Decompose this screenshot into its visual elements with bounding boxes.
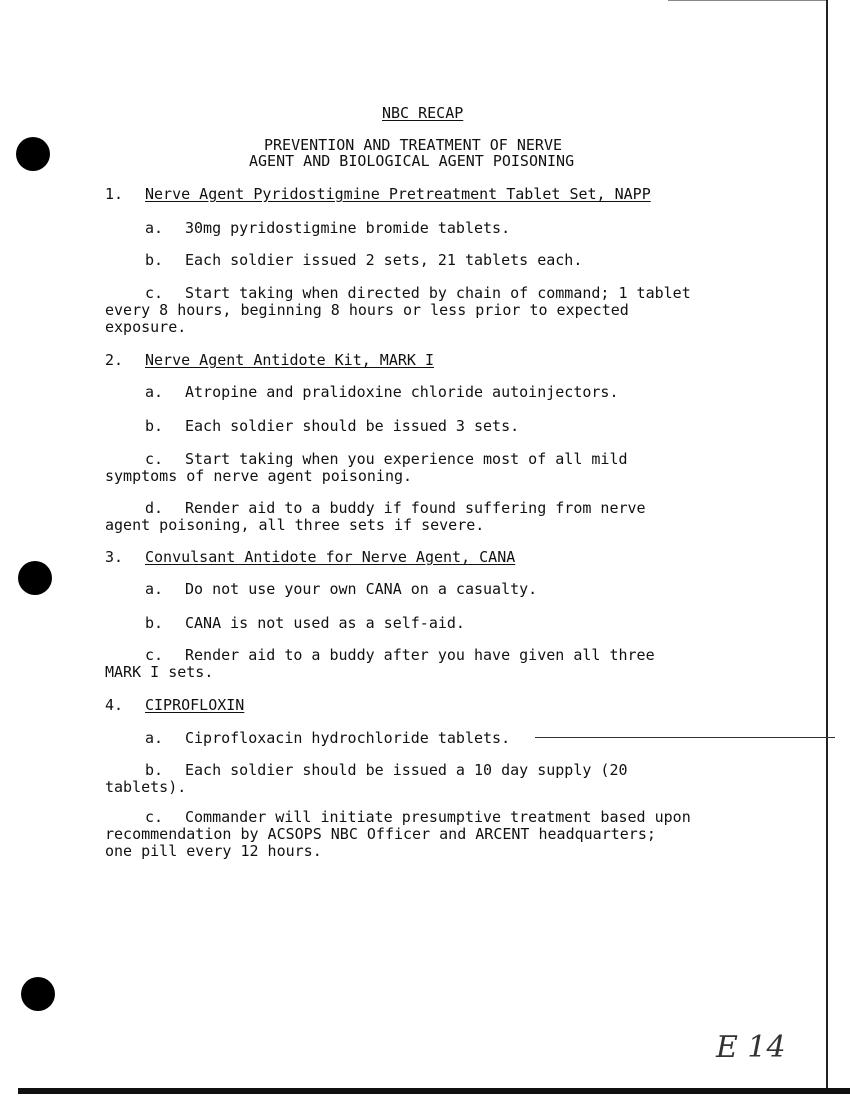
strike-through-line [535,737,835,738]
section-2-item-d-text-line-1: Render aid to a buddy if found suffering from nerve [185,499,646,517]
section-4-item-c-text-line-2: recommendation by ACSOPS NBC Officer and ARCENT headquarters; [105,825,656,843]
section-4-heading: CIPROFLOXIN [145,696,245,714]
section-2-heading: Nerve Agent Antidote Kit, MARK I [145,351,434,369]
document-subtitle-line-2: AGENT AND BIOLOGICAL AGENT POISONING [249,152,575,170]
section-4-item-b-text-line-2: tablets). [105,778,187,796]
section-1-item-c-text-line-1: Start taking when directed by chain of command; 1 tablet [185,284,691,302]
section-3-item-c-text-line-2: MARK I sets. [105,663,214,681]
handwritten-page-mark: E 14 [716,1030,786,1065]
section-2-item-c-text-line-1: Start taking when you experience most of all mild [185,450,628,468]
section-4-item-a-text: Ciprofloxacin hydrochloride tablets. [185,729,511,747]
section-3-heading: Convulsant Antidote for Nerve Agent, CANA [145,548,516,566]
section-2-item-c-text-line-2: symptoms of nerve agent poisoning. [105,467,413,485]
document-title: NBC RECAP [382,104,464,122]
section-1-item-b-text: Each soldier issued 2 sets, 21 tablets each. [185,251,583,269]
document-subtitle-line-1: PREVENTION AND TREATMENT OF NERVE [264,136,563,154]
punch-hole-middle [18,561,52,595]
section-4-number: 4. [105,696,124,714]
section-2-item-a-text: Atropine and pralidoxine chloride autoinjectors. [185,383,619,401]
section-3-item-c-letter: c. [145,646,164,664]
scan-edge-bottom [18,1088,850,1094]
section-4-item-b-letter: b. [145,761,164,779]
section-2-number: 2. [105,351,124,369]
section-4-item-a-letter: a. [145,729,164,747]
section-2-item-d-letter: d. [145,499,164,517]
section-2-item-b-letter: b. [145,417,164,435]
punch-hole-bottom [21,977,55,1011]
section-4-item-c-text-line-1: Commander will initiate presumptive treatment based upon [185,808,691,826]
scan-edge-top [668,0,826,1]
section-1-item-a-text: 30mg pyridostigmine bromide tablets. [185,219,511,237]
section-2-item-c-letter: c. [145,450,164,468]
section-4-item-c-letter: c. [145,808,164,826]
section-3-item-a-letter: a. [145,580,164,598]
section-1-item-a-letter: a. [145,219,164,237]
punch-hole-top [16,137,50,171]
section-3-item-a-text: Do not use your own CANA on a casualty. [185,580,538,598]
section-3-item-b-text: CANA is not used as a self-aid. [185,614,465,632]
scan-edge-right [826,0,828,1090]
section-1-number: 1. [105,185,124,203]
section-4-item-c-text-line-3: one pill every 12 hours. [105,842,322,860]
section-1-item-b-letter: b. [145,251,164,269]
section-1-heading: Nerve Agent Pyridostigmine Pretreatment Tablet Set, NAPP [145,185,651,203]
section-1-item-c-text-line-3: exposure. [105,318,187,336]
section-4-item-b-text-line-1: Each soldier should be issued a 10 day supply (20 [185,761,628,779]
section-2-item-d-text-line-2: agent poisoning, all three sets if severe. [105,516,485,534]
section-3-item-b-letter: b. [145,614,164,632]
section-1-item-c-text-line-2: every 8 hours, beginning 8 hours or less prior to expected [105,301,629,319]
section-2-item-a-letter: a. [145,383,164,401]
section-2-item-b-text: Each soldier should be issued 3 sets. [185,417,520,435]
section-1-item-c-letter: c. [145,284,164,302]
section-3-item-c-text-line-1: Render aid to a buddy after you have given all three [185,646,655,664]
section-3-number: 3. [105,548,124,566]
